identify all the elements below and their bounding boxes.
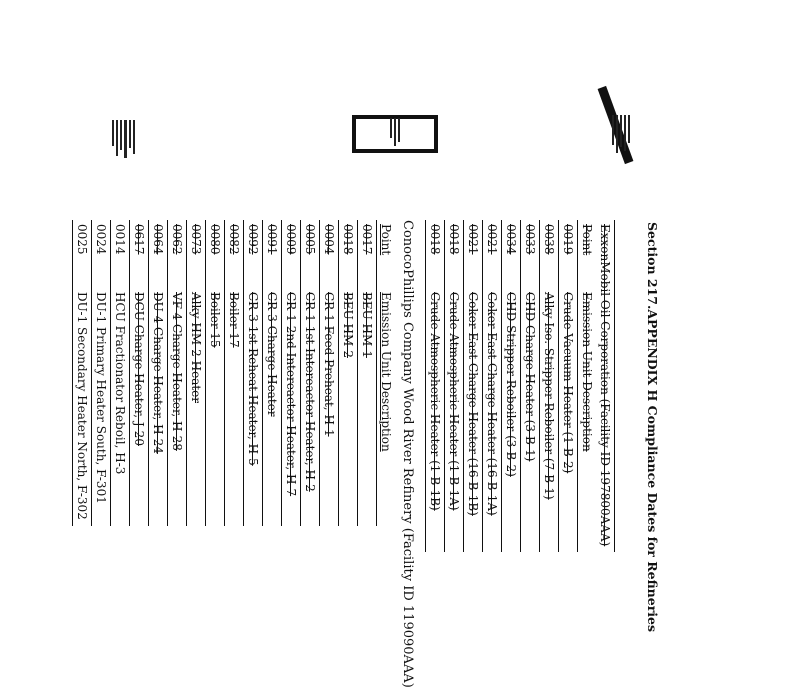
point-cell: 0034 xyxy=(502,220,521,288)
table-row xyxy=(445,220,464,552)
point-cell: 0073 xyxy=(187,220,206,288)
table-row xyxy=(282,220,301,526)
description-cell: Alky HM-2 Heater xyxy=(187,288,206,526)
description-cell: DCU Charge Heater, J-20 xyxy=(130,288,149,526)
description-cell: DU-4 Charge Heater, H-24 xyxy=(149,288,168,526)
point-cell: 0021 xyxy=(483,220,502,288)
header-description: Emission Unit Description xyxy=(578,288,597,552)
table-row xyxy=(426,220,445,552)
table-row xyxy=(168,220,187,526)
point-cell: 0018 xyxy=(445,220,464,288)
description-cell: CR-3 Charge Heater xyxy=(263,288,282,526)
table-row xyxy=(320,220,339,526)
description-cell: Crude Atmospheric Heater (1-B-1A) xyxy=(445,288,464,552)
point-cell: 0005 xyxy=(301,220,320,288)
point-cell: 0018 xyxy=(339,220,358,288)
header-description: Emission Unit Description xyxy=(377,288,396,526)
point-cell: 0021 xyxy=(464,220,483,288)
description-cell: Boiler 15 xyxy=(206,288,225,526)
table-row xyxy=(540,220,559,552)
table-row xyxy=(263,220,282,526)
redaction-bars-2 xyxy=(388,118,400,148)
description-cell: Crude Vacuum Heater (1-B-2) xyxy=(559,288,578,552)
description-cell: Boiler 17 xyxy=(225,288,244,526)
point-cell: 0092 xyxy=(244,220,263,288)
point-cell: 0091 xyxy=(263,220,282,288)
description-cell: VF-4 Charge Heater, H-28 xyxy=(168,288,187,526)
description-cell: HCU Fractionator Reboil, H-3 xyxy=(111,288,130,526)
table-row xyxy=(483,220,502,552)
point-cell: 0019 xyxy=(559,220,578,288)
table-row xyxy=(187,220,206,526)
table-row xyxy=(111,220,130,526)
table-row xyxy=(301,220,320,526)
description-cell: Alky Iso. Stripper Reboiler (7-B-1) xyxy=(540,288,559,552)
table-header-row xyxy=(596,220,615,552)
table-header-row xyxy=(578,220,597,552)
description-cell: Coker East Charge Heater (16-B-1B) xyxy=(464,288,483,552)
table-row xyxy=(502,220,521,552)
facility-name: ExxonMobil Oil Corporation (Facility ID 197800AAA) xyxy=(598,224,612,547)
exxonmobil-table xyxy=(425,220,615,552)
table-row xyxy=(464,220,483,552)
point-cell: 0004 xyxy=(320,220,339,288)
redaction-bars-3 xyxy=(110,120,135,160)
conocophillips-table xyxy=(72,220,395,526)
description-cell: DU-1 Secondary Heater North, F-302 xyxy=(73,288,92,526)
table-row xyxy=(358,220,377,526)
point-cell: 0617 xyxy=(130,220,149,288)
point-cell: 0014 xyxy=(111,220,130,288)
point-cell: 0009 xyxy=(282,220,301,288)
table-row xyxy=(130,220,149,526)
table-row xyxy=(244,220,263,526)
redaction-bars-1 xyxy=(610,115,630,155)
facility-name: ConocoPhillips Company Wood River Refinery (Facility ID 119090AAA) xyxy=(400,220,415,688)
table-row xyxy=(339,220,358,526)
section-title: Section 217.APPENDIX H Compliance Dates for Refineries xyxy=(645,222,660,633)
description-cell: DU-1 Primary Heater South, F-301 xyxy=(92,288,111,526)
table-row xyxy=(206,220,225,526)
description-cell: CHD Stripper Reboiler (3-B-2) xyxy=(502,288,521,552)
point-cell: 0025 xyxy=(73,220,92,288)
point-cell: 0018 xyxy=(426,220,445,288)
point-cell: 0033 xyxy=(521,220,540,288)
table-header-row xyxy=(377,220,396,526)
description-cell: CR-1 1st Intereactor Heater, H-2 xyxy=(301,288,320,526)
table-row xyxy=(149,220,168,526)
description-cell: CR-1 Feed Preheat, H-1 xyxy=(320,288,339,526)
description-cell: CHD Charge Heater (3-B-1) xyxy=(521,288,540,552)
point-cell: 0038 xyxy=(540,220,559,288)
description-cell: CR-1 2nd Intereactor Heater, H-7 xyxy=(282,288,301,526)
table-row xyxy=(92,220,111,526)
header-point: Point xyxy=(377,220,396,288)
description-cell: CR-3 1st Reheat Heater, H-5 xyxy=(244,288,263,526)
table-row xyxy=(521,220,540,552)
point-cell: 0017 xyxy=(358,220,377,288)
description-cell: BEU HM-1 xyxy=(358,288,377,526)
table-row xyxy=(559,220,578,552)
description-cell: Coker East Charge Heater (16-B-1A) xyxy=(483,288,502,552)
point-cell: 0024 xyxy=(92,220,111,288)
description-cell: Crude Atmospheric Heater (1-B-1B) xyxy=(426,288,445,552)
point-cell: 0064 xyxy=(149,220,168,288)
header-point: Point xyxy=(578,220,597,288)
point-cell: 0082 xyxy=(225,220,244,288)
table-row xyxy=(225,220,244,526)
point-cell: 0062 xyxy=(168,220,187,288)
description-cell: BEU HM-2 xyxy=(339,288,358,526)
table-row xyxy=(73,220,92,526)
point-cell: 0080 xyxy=(206,220,225,288)
